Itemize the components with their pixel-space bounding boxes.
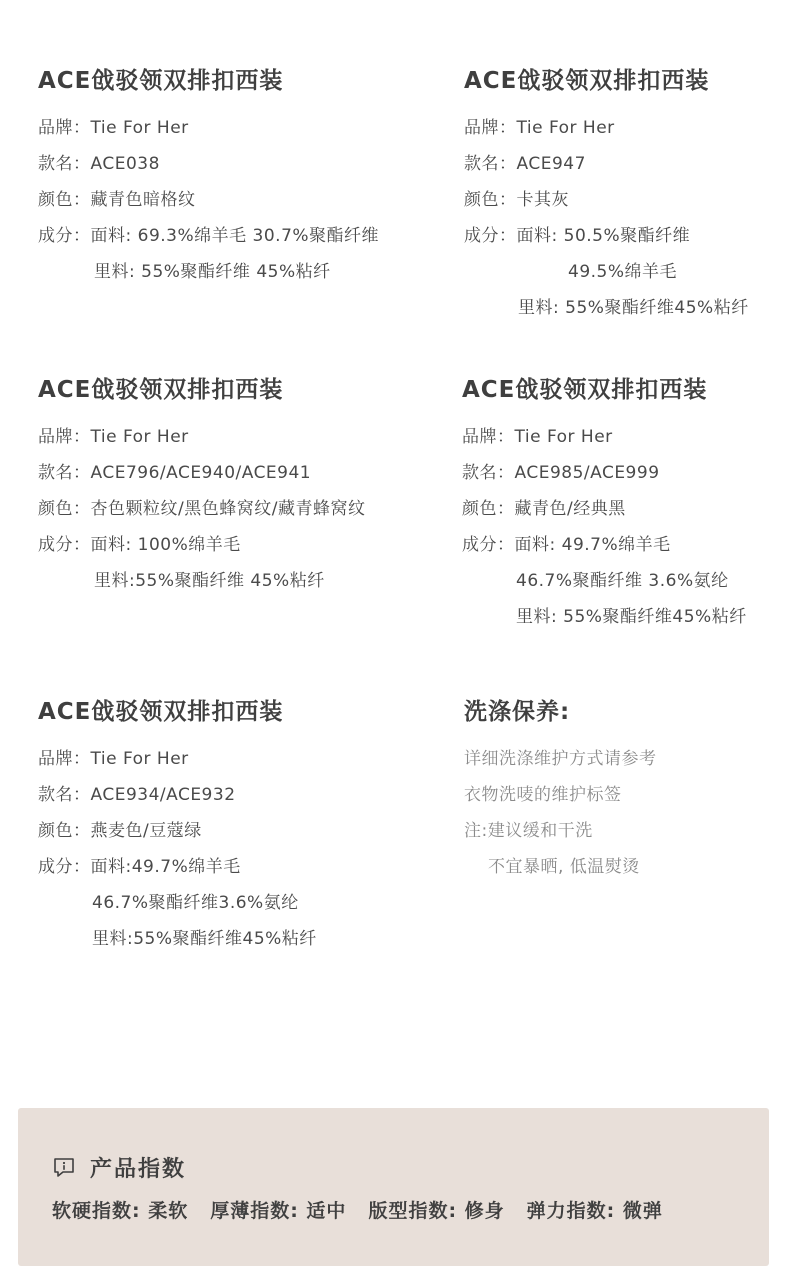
fit-index: 版型指数: 修身: [368, 1200, 505, 1222]
softness-index: 软硬指数: 柔软: [52, 1200, 189, 1222]
product-title: ACE戗驳领双排扣西装: [462, 377, 708, 403]
model-line: 款名：ACE947: [464, 154, 586, 174]
comment-info-icon: [52, 1155, 76, 1179]
lining-line: 里料: 55%聚酯纤维 45%粘纤: [94, 262, 331, 282]
color-line: 颜色：燕麦色/豆蔻绿: [38, 821, 202, 841]
thickness-index: 厚薄指数: 适中: [210, 1200, 347, 1222]
product-block-4: [462, 375, 747, 635]
lining-line: 里料: 55%聚酯纤维45%粘纤: [516, 607, 747, 627]
product-index-title: 产品指数: [90, 1156, 187, 1182]
care-line: 详细洗涤维护方式请参考: [464, 749, 657, 769]
lining-line: 里料:55%聚酯纤维45%粘纤: [92, 929, 317, 949]
model-line: 款名：ACE038: [38, 154, 160, 174]
lining-line: 里料: 55%聚酯纤维45%粘纤: [518, 298, 749, 318]
care-line: 衣物洗唛的维护标签: [464, 785, 622, 805]
composition-line: 成分：面料: 100%绵羊毛: [38, 535, 241, 555]
product-block-2: [464, 66, 749, 326]
product-title: ACE戗驳领双排扣西装: [38, 377, 284, 403]
composition-line: 成分：面料: 49.7%绵羊毛: [462, 535, 671, 555]
product-title: ACE戗驳领双排扣西装: [38, 699, 284, 725]
product-block-1: [38, 66, 379, 290]
composition-line: 成分：面料:49.7%绵羊毛: [38, 857, 241, 877]
color-line: 颜色：藏青色暗格纹: [38, 190, 196, 210]
product-block-5: [38, 697, 317, 957]
lining-line: 里料:55%聚酯纤维 45%粘纤: [94, 571, 325, 591]
brand-line: 品牌：Tie For Her: [38, 118, 189, 138]
composition-continued-line: 46.7%聚酯纤维3.6%氨纶: [92, 893, 299, 913]
brand-line: 品牌：Tie For Her: [462, 427, 613, 447]
product-index-panel: [18, 1108, 769, 1266]
composition-line: 成分：面料: 69.3%绵羊毛 30.7%聚酯纤维: [38, 226, 380, 246]
model-line: 款名：ACE934/ACE932: [38, 785, 236, 805]
model-line: 款名：ACE985/ACE999: [462, 463, 660, 483]
care-line: 注:建议缓和干洗: [464, 821, 593, 841]
brand-line: 品牌：Tie For Her: [38, 749, 189, 769]
composition-line: 成分：面料: 50.5%聚酯纤维: [464, 226, 691, 246]
care-block: [464, 697, 657, 885]
color-line: 颜色：杏色颗粒纹/黑色蜂窝纹/藏青蜂窝纹: [38, 499, 366, 519]
color-line: 颜色：卡其灰: [464, 190, 569, 210]
product-block-3: [38, 375, 365, 599]
product-title: ACE戗驳领双排扣西装: [38, 68, 284, 94]
care-title: 洗涤保养:: [464, 699, 571, 725]
product-index-header: [52, 1152, 186, 1182]
brand-line: 品牌：Tie For Her: [464, 118, 615, 138]
stretch-index: 弹力指数: 微弹: [526, 1200, 663, 1222]
model-line: 款名：ACE796/ACE940/ACE941: [38, 463, 312, 483]
composition-continued-line: 46.7%聚酯纤维 3.6%氨纶: [516, 571, 729, 591]
composition-continued-line: 49.5%绵羊毛: [568, 262, 678, 282]
care-line: 不宜暴晒, 低温熨烫: [488, 857, 640, 877]
brand-line: 品牌：Tie For Her: [38, 427, 189, 447]
color-line: 颜色：藏青色/经典黑: [462, 499, 626, 519]
product-title: ACE戗驳领双排扣西装: [464, 68, 710, 94]
product-index-row: [52, 1196, 685, 1226]
